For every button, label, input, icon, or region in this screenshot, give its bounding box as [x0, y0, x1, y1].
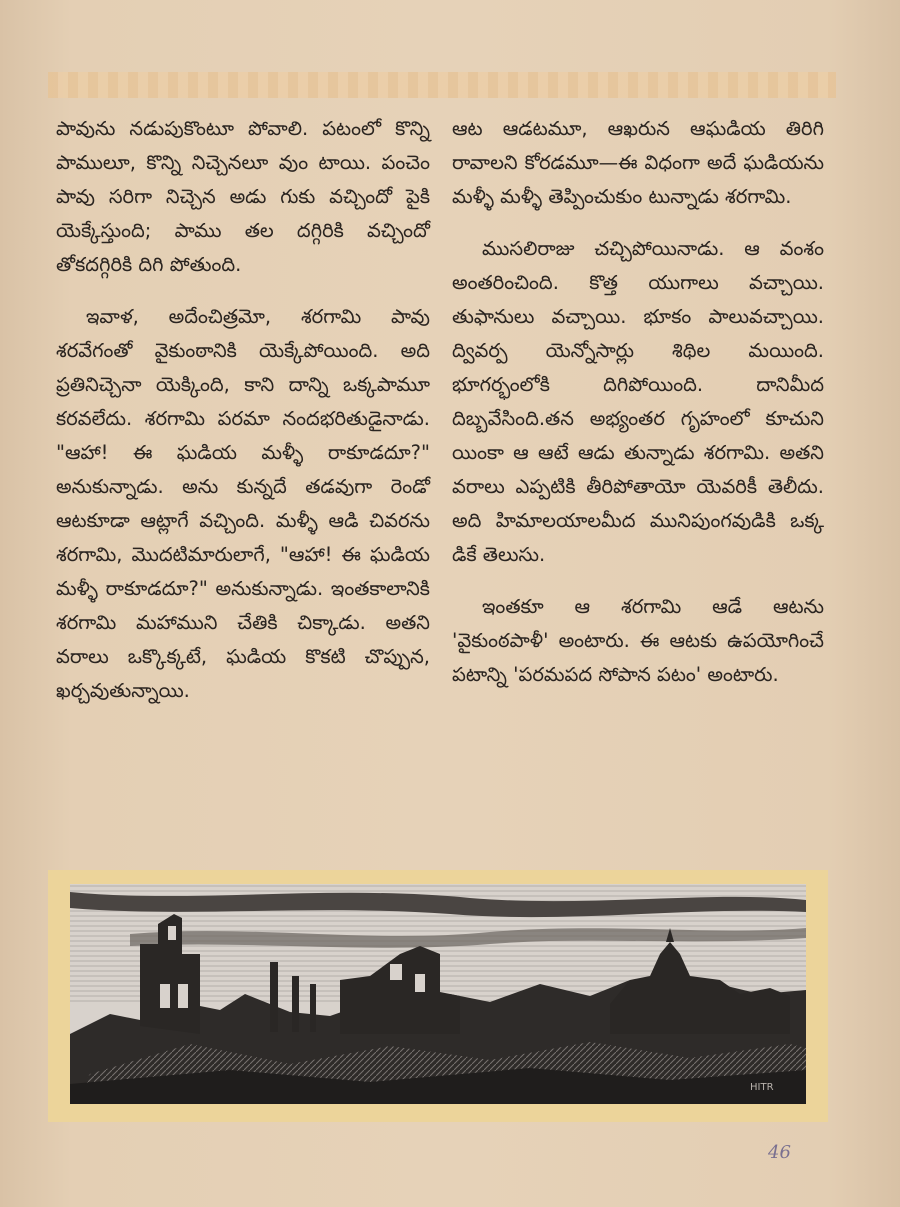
decorative-top-band	[48, 72, 836, 98]
paragraph: ఇవాళ, అదేంచిత్రమో, శరగామి పావు శరవేగంతో వైకుంఠానికి యెక్కేపోయింది. అది ప్రతినిచ్చెనా యెక్కింది, కాని దాన్ని ఒక్కపామూ కరవలేదు. శరగామి పరమా నందభరితుడైనాడు. "ఆహా! ఈ ఘడియ మళ్ళీ రాకూడదూ?" అనుకున్నాడు. అను కున్నదే తడవుగా రెండో ఆటకూడా ఆట్లాగే వచ్చింది. మళ్ళీ ఆడి చివరను శరగామి, మొదటిమారులాగే, "ఆహా! ఈ ఘడియ మళ్ళీ రాకూడదూ?" అనుకున్నాడు. ఇంతకాలానికి శరగామి మహాముని చేతికి చిక్కాడు. అతని వరాలు ఒక్కొక్కటే, ఘడియ కొకటి చొప్పున, ఖర్చవుతున్నాయి.	[56, 305, 430, 702]
paragraph: ఆట ఆడటమూ, ఆఖరున ఆఘడియ తిరిగి రావాలని కోరడమూ—ఈ విధంగా అదే ఘడియను మళ్ళీ మళ్ళీ తెప్పించుకుం టున్నాడు శరగామి.	[452, 117, 824, 208]
left-text-column	[56, 112, 430, 726]
ruins-drawing	[70, 884, 806, 1104]
page-number: 46	[768, 1142, 791, 1163]
illustration-frame	[48, 870, 828, 1122]
paragraph: ముసలిరాజు చచ్చిపోయినాడు. ఆ వంశం అంతరించింది. కొత్త యుగాలు వచ్చాయి. తుఫానులు వచ్చాయి. భూకం పాలువచ్చాయి. ద్వివర్ప యెన్నోసార్లు శిథిల మయింది. భూగర్భంలోకి దిగిపోయింది. దానిమీద దిబ్బవేసింది.తన అభ్యంతర గృహంలో కూచుని యింకా ఆ ఆటే ఆడు తున్నాడు శరగామి. అతని వరాలు ఎప్పటికి తీరిపోతాయో యెవరికీ తెలీదు. అది హిమాలయాలమీద మునిపుంగవుడికి ఒక్క డికే తెలుసు.	[452, 237, 824, 566]
paragraph: ఇంతకూ ఆ శరగామి ఆడే ఆటను 'వైకుంఠపాళీ' అంటారు. ఈ ఆటకు ఉపయోగించే పటాన్ని 'పరమపద సోపాన పటం' అంటారు.	[452, 595, 824, 686]
paragraph: పావును నడుపుకొంటూ పోవాలి. పటంలో కొన్ని పాములూ, కొన్ని నిచ్చెనలూ వుం టాయి. పంచెం పావు సరిగా నిచ్చెన అడు గుకు వచ్చిందో పైకి యెక్కేస్తుంది; పాము తల దగ్గిరికి వచ్చిందో తోకదగ్గిరికి దిగి పోతుంది.	[56, 117, 430, 276]
artist-signature: HITR	[750, 1082, 774, 1093]
right-text-column	[452, 112, 824, 710]
ruins-illustration	[70, 884, 806, 1104]
